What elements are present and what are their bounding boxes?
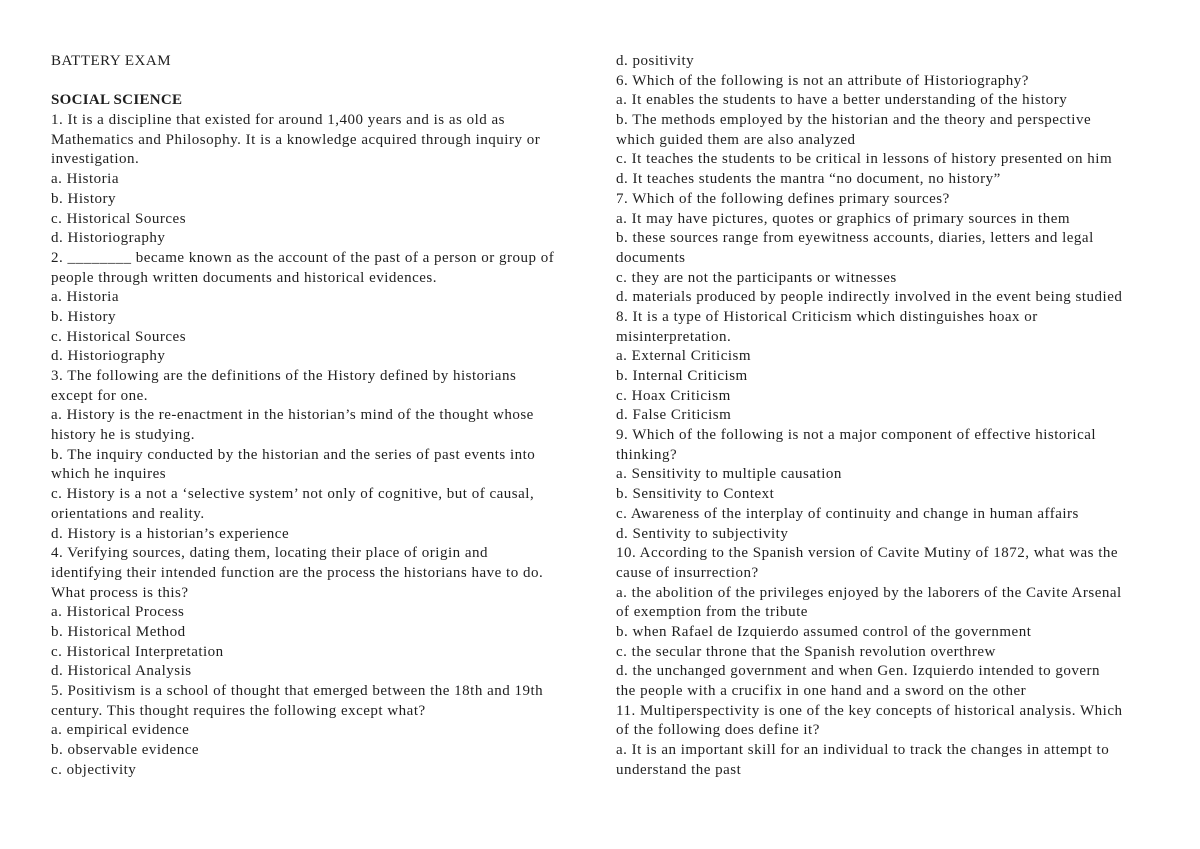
question-8-option-b: b. Internal Criticism [616,368,748,384]
question-4-option-d: d. Historical Analysis [51,663,192,680]
question-8-stem: 8. It is a type of Historical Criticism which distinguishes hoax or [616,308,1038,325]
question-2-option-b: b. History [51,308,116,325]
question-4-stem: What process is this? [51,584,189,601]
question-10-option-a: a. the abolition of the privileges enjoyed by the laborers of the Cavite Arsenal [616,584,1122,601]
question-8-option-a: a. External Criticism [616,348,752,365]
left-column [51,52,611,780]
question-4-stem: 4. Verifying sources, dating them, locating their place of origin and [51,545,489,562]
question-6-option-b: b. The methods employed by the historian and the theory and perspective [616,112,1092,129]
question-11-stem: 11. Multiperspectivity is one of the key concepts of historical analysis. Which [616,702,1123,719]
question-1-stem: investigation. [51,151,140,168]
question-1-option-c: c. Historical Sources [51,210,187,227]
question-2-stem: people through written documents and historical evidences. [51,269,437,286]
question-4-stem: identifying their intended function are the process the historians have to do. [51,564,544,581]
question-3-option-d: d. History is a historian’s experience [51,525,290,542]
question-9-option-b: b. Sensitivity to Context [616,486,775,503]
question-3-stem: except for one. [51,387,149,404]
blank-line [51,72,611,92]
question-3-option-a: history he is studying. [51,427,196,444]
section-heading: SOCIAL SCIENCE [51,92,183,109]
question-1-option-b: b. History [51,190,116,207]
question-10-option-c: c. the secular throne that the Spanish revolution overthrew [616,643,996,660]
question-10-option-d: d. the unchanged government and when Gen. Izquierdo intended to govern [616,663,1101,680]
question-7-option-b: documents [616,249,686,266]
question-8-option-c: c. Hoax Criticism [616,387,731,404]
question-6-option-d: d. It teaches students the mantra “no document, no history” [616,171,1001,188]
question-1-stem: 1. It is a discipline that existed for around 1,400 years and is as old as [51,112,505,129]
question-10-option-a: of exemption from the tribute [616,604,808,621]
question-1-stem: Mathematics and Philosophy. It is a knowledge acquired through inquiry or [51,131,541,148]
question-5-stem: 5. Positivism is a school of thought that emerged between the 18th and 19th [51,683,544,699]
question-3-option-b: b. The inquiry conducted by the historian and the series of past events into [51,446,536,463]
question-5-option-d: d. positivity [616,53,695,69]
question-3-option-c: orientations and reality. [51,505,205,522]
question-9-option-a: a. Sensitivity to multiple causation [616,466,842,483]
right-column [616,52,1176,780]
exam-title: BATTERY EXAM [51,53,172,69]
question-7-option-b: b. these sources range from eyewitness accounts, diaries, letters and legal [616,230,1094,247]
question-3-option-a: a. History is the re-enactment in the historian’s mind of the thought whose [51,407,534,424]
question-10-option-b: b. when Rafael de Izquierdo assumed control of the government [616,623,1032,640]
question-9-option-c: c. Awareness of the interplay of continuity and change in human affairs [616,505,1079,522]
question-6-option-b: which guided them are also analyzed [616,131,856,148]
question-2-option-c: c. Historical Sources [51,328,187,345]
question-4-option-c: c. Historical Interpretation [51,643,224,660]
question-11-option-a: understand the past [616,761,742,778]
question-3-stem: 3. The following are the definitions of the History defined by historians [51,368,517,384]
question-9-stem: thinking? [616,446,678,463]
question-5-option-b: b. observable evidence [51,742,200,759]
question-2-option-d: d. Historiography [51,348,166,365]
question-9-option-d: d. Sentivity to subjectivity [616,525,789,542]
question-5-stem: century. This thought requires the following except what? [51,702,426,719]
question-6-option-a: a. It enables the students to have a better understanding of the history [616,92,1068,109]
question-5-option-a: a. empirical evidence [51,722,190,739]
question-11-stem: of the following does define it? [616,722,820,739]
question-5-option-c: c. objectivity [51,761,137,778]
question-11-option-a: a. It is an important skill for an individual to track the changes in attempt to [616,742,1110,759]
question-7-option-d: d. materials produced by people indirectly involved in the event being studied [616,289,1123,306]
question-9-stem: 9. Which of the following is not a major component of effective historical [616,427,1097,444]
question-10-stem: cause of insurrection? [616,564,759,581]
question-7-option-a: a. It may have pictures, quotes or graphics of primary sources in them [616,210,1071,227]
question-2-stem: 2. ________ became known as the account of the past of a person or group of [51,249,555,266]
question-1-option-a: a. Historia [51,171,119,188]
question-6-option-c: c. It teaches the students to be critical in lessons of history presented on him [616,151,1113,168]
question-8-stem: misinterpretation. [616,328,732,345]
question-7-stem: 7. Which of the following defines primary sources? [616,190,950,207]
question-6-stem: 6. Which of the following is not an attribute of Historiography? [616,72,1029,89]
question-4-option-a: a. Historical Process [51,604,185,621]
question-10-option-d: the people with a crucifix in one hand and a sword on the other [616,683,1027,699]
question-4-option-b: b. Historical Method [51,623,186,640]
question-3-option-c: c. History is a not a ‘selective system’ not only of cognitive, but of causal, [51,486,535,503]
question-2-option-a: a. Historia [51,289,119,306]
question-3-option-b: which he inquires [51,466,167,483]
question-1-option-d: d. Historiography [51,230,166,247]
question-8-option-d: d. False Criticism [616,407,732,424]
question-10-stem: 10. According to the Spanish version of Cavite Mutiny of 1872, what was the [616,545,1119,562]
question-7-option-c: c. they are not the participants or witnesses [616,269,897,286]
